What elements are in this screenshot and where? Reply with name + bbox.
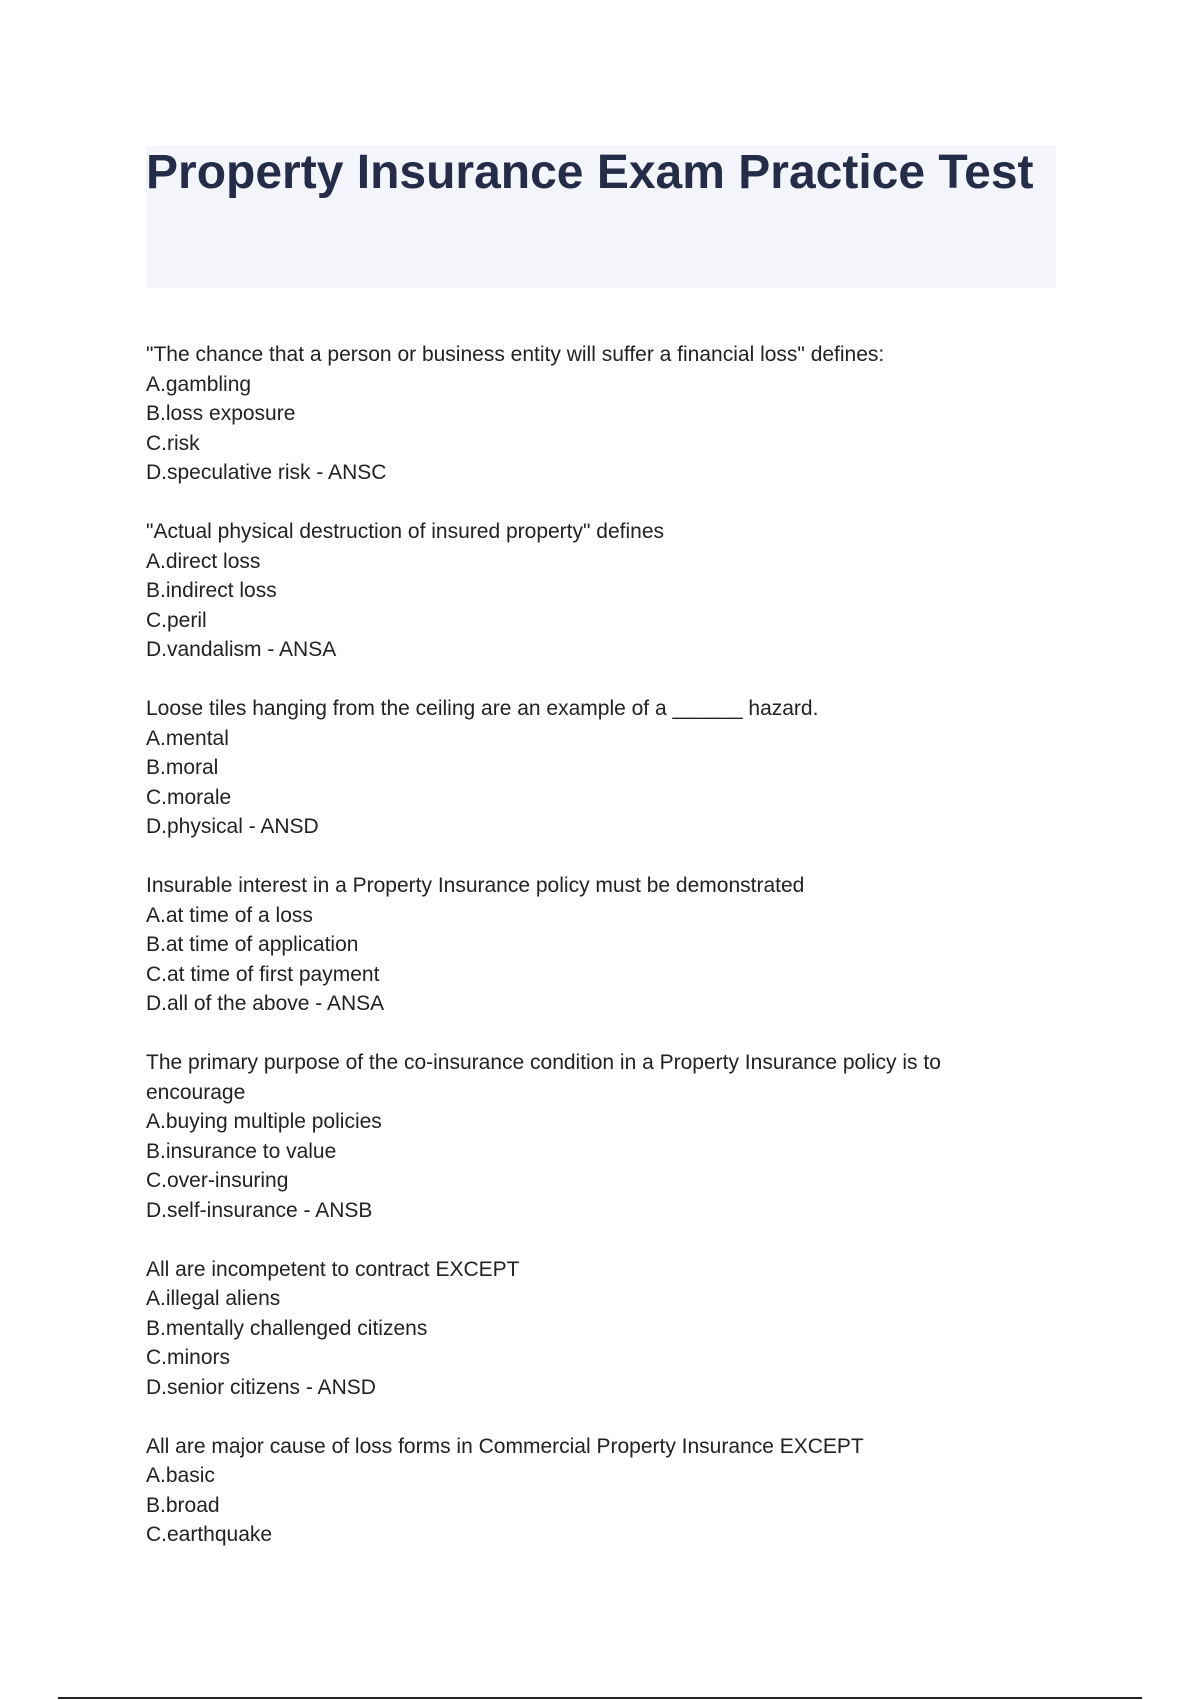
answer-option: C.earthquake xyxy=(146,1523,273,1546)
question-block-4 xyxy=(146,871,1026,1019)
question-prompt: Insurable interest in a Property Insurance policy must be demonstrated xyxy=(146,874,805,897)
question-block-5 xyxy=(146,1048,1026,1225)
answer-option: C.over-insuring xyxy=(146,1169,289,1192)
answer-option: D.self-insurance - ANSB xyxy=(146,1198,373,1222)
question-prompt: All are major cause of loss forms in Commercial Property Insurance EXCEPT xyxy=(146,1434,864,1458)
answer-option: A.direct loss xyxy=(146,549,261,573)
answer-option: C.peril xyxy=(146,608,207,632)
answer-option: C.morale xyxy=(146,785,232,809)
footer-divider xyxy=(58,1697,1142,1699)
answer-option: B.loss exposure xyxy=(146,402,296,425)
page-title: Property Insurance Exam Practice Test xyxy=(146,146,1034,199)
answer-option: B.mentally challenged citizens xyxy=(146,1316,428,1340)
answer-option: A.mental xyxy=(146,726,229,750)
answer-option: A.buying multiple policies xyxy=(146,1110,382,1133)
question-block-6 xyxy=(146,1255,1026,1403)
answer-option: B.indirect loss xyxy=(146,579,277,602)
question-block-1 xyxy=(146,340,1026,488)
answer-option: B.moral xyxy=(146,756,219,779)
question-block-2 xyxy=(146,517,1026,665)
question-block-7 xyxy=(146,1432,1026,1550)
answer-option: D.senior citizens - ANSD xyxy=(146,1375,376,1399)
answer-option: C.at time of first payment xyxy=(146,962,380,986)
question-prompt: The primary purpose of the co-insurance condition in a Property Insurance policy is to encourage xyxy=(146,1051,947,1104)
answer-option: C.risk xyxy=(146,431,200,455)
answer-option: C.minors xyxy=(146,1346,231,1369)
question-prompt: "Actual physical destruction of insured property" defines xyxy=(146,520,665,543)
answer-option: B.broad xyxy=(146,1493,220,1517)
answer-option: A.illegal aliens xyxy=(146,1287,281,1310)
question-prompt: All are incompetent to contract EXCEPT xyxy=(146,1257,520,1281)
answer-option: D.vandalism - ANSA xyxy=(146,638,337,661)
answer-option: B.at time of application xyxy=(146,933,359,956)
answer-option: D.all of the above - ANSA xyxy=(146,992,385,1015)
answer-option: B.insurance to value xyxy=(146,1139,337,1163)
answer-option: A.gambling xyxy=(146,372,252,396)
answer-option: A.at time of a loss xyxy=(146,903,313,927)
answer-option: A.basic xyxy=(146,1464,215,1487)
question-prompt: "The chance that a person or business entity will suffer a financial loss" defines: xyxy=(146,343,885,366)
question-prompt: Loose tiles hanging from the ceiling are an example of a ______ hazard. xyxy=(146,697,819,720)
answer-option: D.physical - ANSD xyxy=(146,815,319,838)
question-block-3 xyxy=(146,694,1026,842)
question-list xyxy=(146,340,1026,1579)
answer-option: D.speculative risk - ANSC xyxy=(146,461,387,484)
